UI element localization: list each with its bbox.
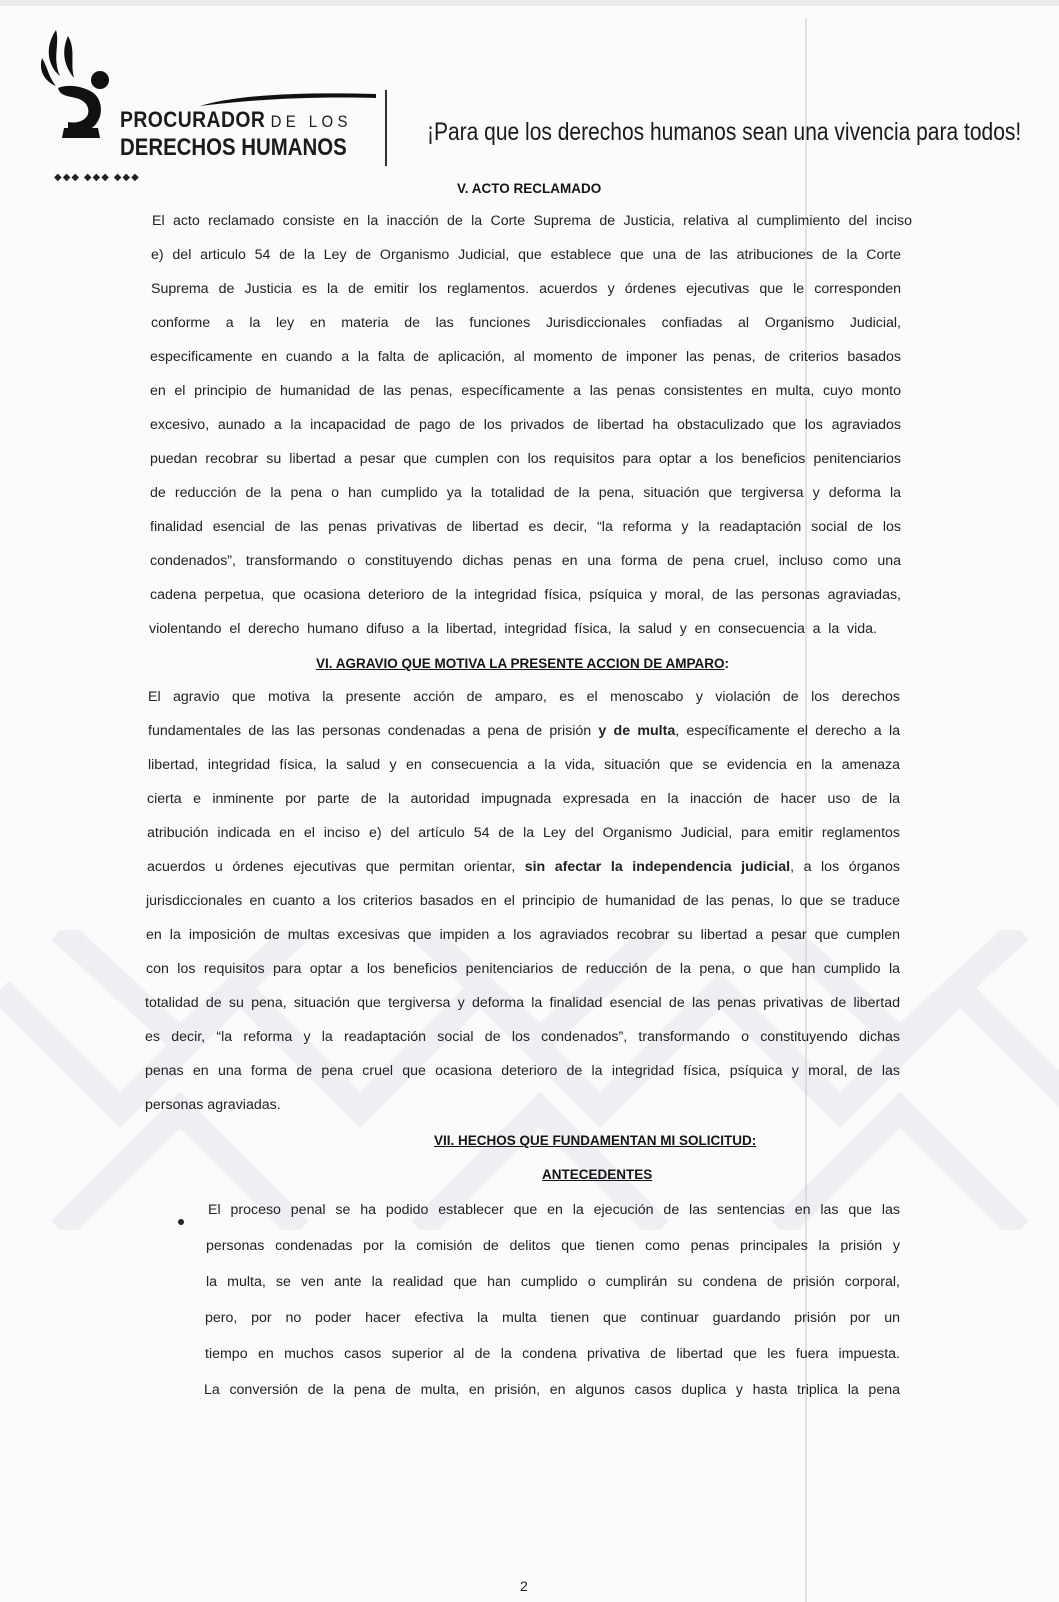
logo-title-line2: DERECHOS HUMANOS: [120, 134, 347, 161]
section-6-line: atribución indicada en el inciso e) del artículo 54 de la Ley del Organismo Judicial, para emitir reglamentos: [147, 825, 900, 841]
bullet-icon: [178, 1219, 184, 1225]
section-7-line: la multa, se ven ante la realidad que han cumplido o cumplirán su condena de prisión corporal,: [206, 1274, 900, 1290]
section-5-line: puedan recobrar su libertad a pesar que cumplen con los requisitos para optar a los beneficios penitenciarios: [150, 451, 901, 467]
section-6-line: El agravio que motiva la presente acción de amparo, es el menoscabo y violación de los derechos: [148, 689, 900, 705]
section-5-line: violentando el derecho humano difuso a la libertad, integridad física, la salud y en consecuencia a la vida.: [149, 621, 877, 637]
kneeling-figure-flame-icon: [38, 28, 118, 148]
section-6-line: fundamentales de las las personas condenadas a pena de prisión y de multa, específicamente el derecho a la: [148, 723, 901, 739]
section-7-line: El proceso penal se ha podido establecer que en la ejecución de las sentencias en las que las: [208, 1202, 900, 1218]
section-5-line: especificamente en cuando a la falta de aplicación, al momento de imponer las penas, de criterios basados: [150, 349, 901, 365]
section-6-line: jurisdiccionales en cuanto a los criterios basados en el principio de humanidad de las penas, lo que se traduce: [146, 893, 900, 909]
section-5-line: cadena perpetua, que ocasiona deterioro de la integridad física, psíquica y moral, de las personas agraviadas,: [150, 587, 901, 603]
page-number: 2: [520, 1578, 528, 1594]
header-divider: [385, 90, 387, 166]
section-5-line: excesivo, aunado a la incapacidad de pago de los privados de libertad ha obstaculizado que los agraviados: [150, 417, 901, 433]
section-5-heading: V. ACTO RECLAMADO: [457, 181, 602, 196]
section-5-line: El acto reclamado consiste en la inacción de la Corte Suprema de Justicia, relativa al cumplimiento del inciso: [152, 213, 912, 229]
section-5-line: finalidad esencial de las penas privativas de libertad es decir, “la reforma y la readaptación social de los: [150, 519, 901, 535]
section-6-line: personas agraviadas.: [145, 1097, 281, 1113]
section-7-line: pero, por no poder hacer efectiva la multa tienen que continuar guardando prisión por un: [205, 1310, 900, 1326]
header-slogan: ¡Para que los derechos humanos sean una vivencia para todos!: [427, 118, 1022, 146]
section-7-heading: VII. HECHOS QUE FUNDAMENTAN MI SOLICITUD:: [434, 1133, 757, 1148]
section-5-line: condenados”, transformando o constituyendo dichas penas en una forma de pena cruel, incluso como una: [150, 553, 901, 569]
section-6-line: cierta e inminente por parte de la autoridad impugnada expresada en la inacción de hacer uso de la: [147, 791, 900, 807]
section-5-line: de reducción de la pena o han cumplido ya la totalidad de la pena, situación que tergiversa y deforma la: [150, 485, 901, 501]
section-6-line: con los requisitos para optar a los beneficios penitenciarios de reducción de la pena, o que han cumplido la: [146, 961, 900, 977]
section-6-line: en la imposición de multas excesivas que impiden a los agraviados recobrar su libertad a pesar que cumplen: [146, 927, 900, 943]
section-6-line: libertad, integridad física, la salud y en consecuencia a la vida, situación que se evidencia en la amenaza: [148, 757, 900, 773]
section-7-line: personas condenadas por la comisión de delitos que tienen como penas principales la prisión y: [206, 1238, 900, 1254]
section-7-line: La conversión de la pena de multa, en prisión, en algunos casos duplica y hasta triplica la pena: [204, 1382, 900, 1398]
section-6-line: es decir, “la reforma y la readaptación social de los condenados”, transformando o constituyendo dichas: [145, 1029, 900, 1045]
section-7-subheading: ANTECEDENTES: [542, 1167, 653, 1182]
section-7-line: tiempo en muchos casos superior al de la condena privativa de libertad que les fuera impuesta.: [205, 1346, 900, 1362]
section-5-line: e) del articulo 54 de la Ley de Organismo Judicial, que establece que una de las atribuciones de la Corte: [151, 247, 901, 263]
section-6-line: penas en una forma de pena cruel que ocasiona deterioro de la integridad física, psíquica y moral, de las: [145, 1063, 900, 1079]
section-6-line: totalidad de su pena, situación que tergiversa y deforma la finalidad esencial de las penas privativas de libertad: [145, 995, 900, 1011]
section-5-line: conforme a la ley en materia de las funciones Jurisdiccionales confiadas al Organismo Judicial,: [151, 315, 901, 331]
section-5-line: Suprema de Justicia es la de emitir los reglamentos. acuerdos y órdenes ejecutivas que le corresponden: [151, 281, 901, 297]
section-6-line: acuerdos u órdenes ejecutivas que permitan orientar, sin afectar la independencia judicial, a los órganos: [147, 859, 900, 875]
section-5-line: en el principio de humanidad de las penas, específicamente a las penas consistentes en multa, cuyo monto: [150, 383, 901, 399]
scan-top-edge: [0, 0, 1059, 6]
logo-swoosh-icon: [198, 90, 378, 108]
section-6-heading: VI. AGRAVIO QUE MOTIVA LA PRESENTE ACCION DE AMPARO:: [316, 656, 730, 671]
logo-title-line1: PROCURADOR DE LOS: [120, 107, 352, 132]
logo-ornament-icon: ◆◆◆ ◆◆◆ ◆◆◆: [54, 172, 140, 183]
pdh-logo: [38, 28, 358, 183]
